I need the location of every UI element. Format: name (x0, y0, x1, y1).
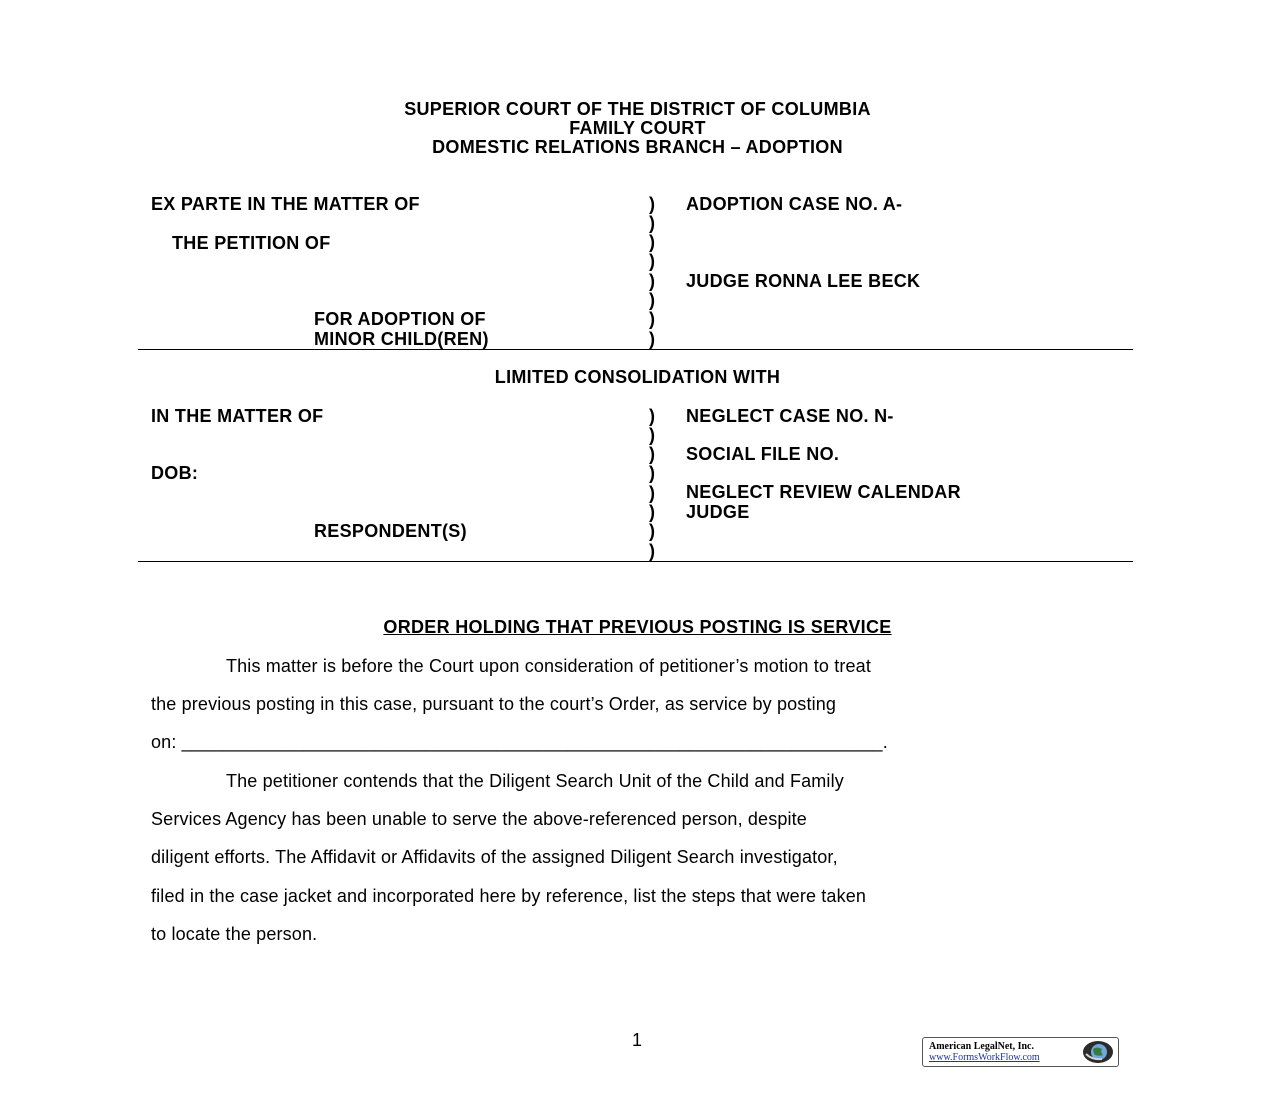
paragraph-1-line: This matter is before the Court upon consideration of petitioner’s motion to treat (226, 656, 871, 676)
globe-icon (1082, 1040, 1114, 1064)
paragraph-2-line: Services Agency has been unable to serve the above-referenced person, despite (151, 809, 807, 829)
adoption-judge: JUDGE RONNA LEE BECK (686, 271, 921, 291)
caption-paren: ) (649, 251, 655, 271)
paragraph-2-line: The petitioner contends that the Diligent Search Unit of the Child and Family (226, 771, 844, 791)
court-name: SUPERIOR COURT OF THE DISTRICT OF COLUMBIA (404, 99, 871, 119)
minor-children-label: MINOR CHILD(REN) (314, 329, 489, 349)
caption-paren: ) (649, 444, 655, 464)
petition-of-label: THE PETITION OF (172, 233, 331, 253)
posting-date-line: on: _____________________________________________________________________. (151, 732, 888, 752)
caption-paren: ) (649, 194, 655, 214)
paragraph-2-line: diligent efforts. The Affidavit or Affidavits of the assigned Diligent Search investigator, (151, 847, 838, 867)
caption-paren: ) (649, 425, 655, 445)
dob-label: DOB: (151, 463, 199, 483)
ex-parte-label: EX PARTE IN THE MATTER OF (151, 194, 420, 214)
consolidation-heading: LIMITED CONSOLIDATION WITH (494, 367, 781, 387)
caption-paren: ) (649, 213, 655, 233)
neglect-case-number: NEGLECT CASE NO. N- (686, 406, 894, 426)
caption-paren: ) (649, 463, 655, 483)
paragraph-2-line: to locate the person. (151, 924, 318, 944)
caption-paren: ) (649, 502, 655, 522)
social-file-number: SOCIAL FILE NO. (686, 444, 840, 464)
caption-paren: ) (649, 232, 655, 252)
caption-paren: ) (649, 290, 655, 310)
order-title: ORDER HOLDING THAT PREVIOUS POSTING IS SERVICE (383, 617, 892, 637)
review-calendar-label: NEGLECT REVIEW CALENDAR (686, 482, 961, 502)
caption-paren: ) (649, 271, 655, 291)
caption-divider (138, 349, 1133, 350)
caption-paren: ) (649, 309, 655, 329)
paragraph-2-line: filed in the case jacket and incorporated here by reference, list the steps that were taken (151, 886, 867, 906)
american-legalnet-logo[interactable] (922, 1037, 1119, 1067)
logo-url-link[interactable]: www.FormsWorkFlow.com (929, 1052, 1040, 1063)
respondents-label: RESPONDENT(S) (314, 521, 467, 541)
page-number: 1 (632, 1030, 643, 1050)
logo-company-name: American LegalNet, Inc. (929, 1041, 1034, 1052)
in-matter-label: IN THE MATTER OF (151, 406, 324, 426)
court-branch: DOMESTIC RELATIONS BRANCH – ADOPTION (432, 137, 843, 157)
court-division: FAMILY COURT (569, 118, 706, 138)
for-adoption-label: FOR ADOPTION OF (314, 309, 486, 329)
caption-paren: ) (649, 329, 655, 349)
caption-divider (138, 561, 1133, 562)
caption-paren: ) (649, 541, 655, 561)
caption-paren: ) (649, 483, 655, 503)
paragraph-1-line: the previous posting in this case, pursuant to the court’s Order, as service by posting (151, 694, 837, 714)
caption-paren: ) (649, 521, 655, 541)
caption-paren: ) (649, 406, 655, 426)
review-judge-label: JUDGE (686, 502, 750, 522)
adoption-case-number: ADOPTION CASE NO. A- (686, 194, 903, 214)
